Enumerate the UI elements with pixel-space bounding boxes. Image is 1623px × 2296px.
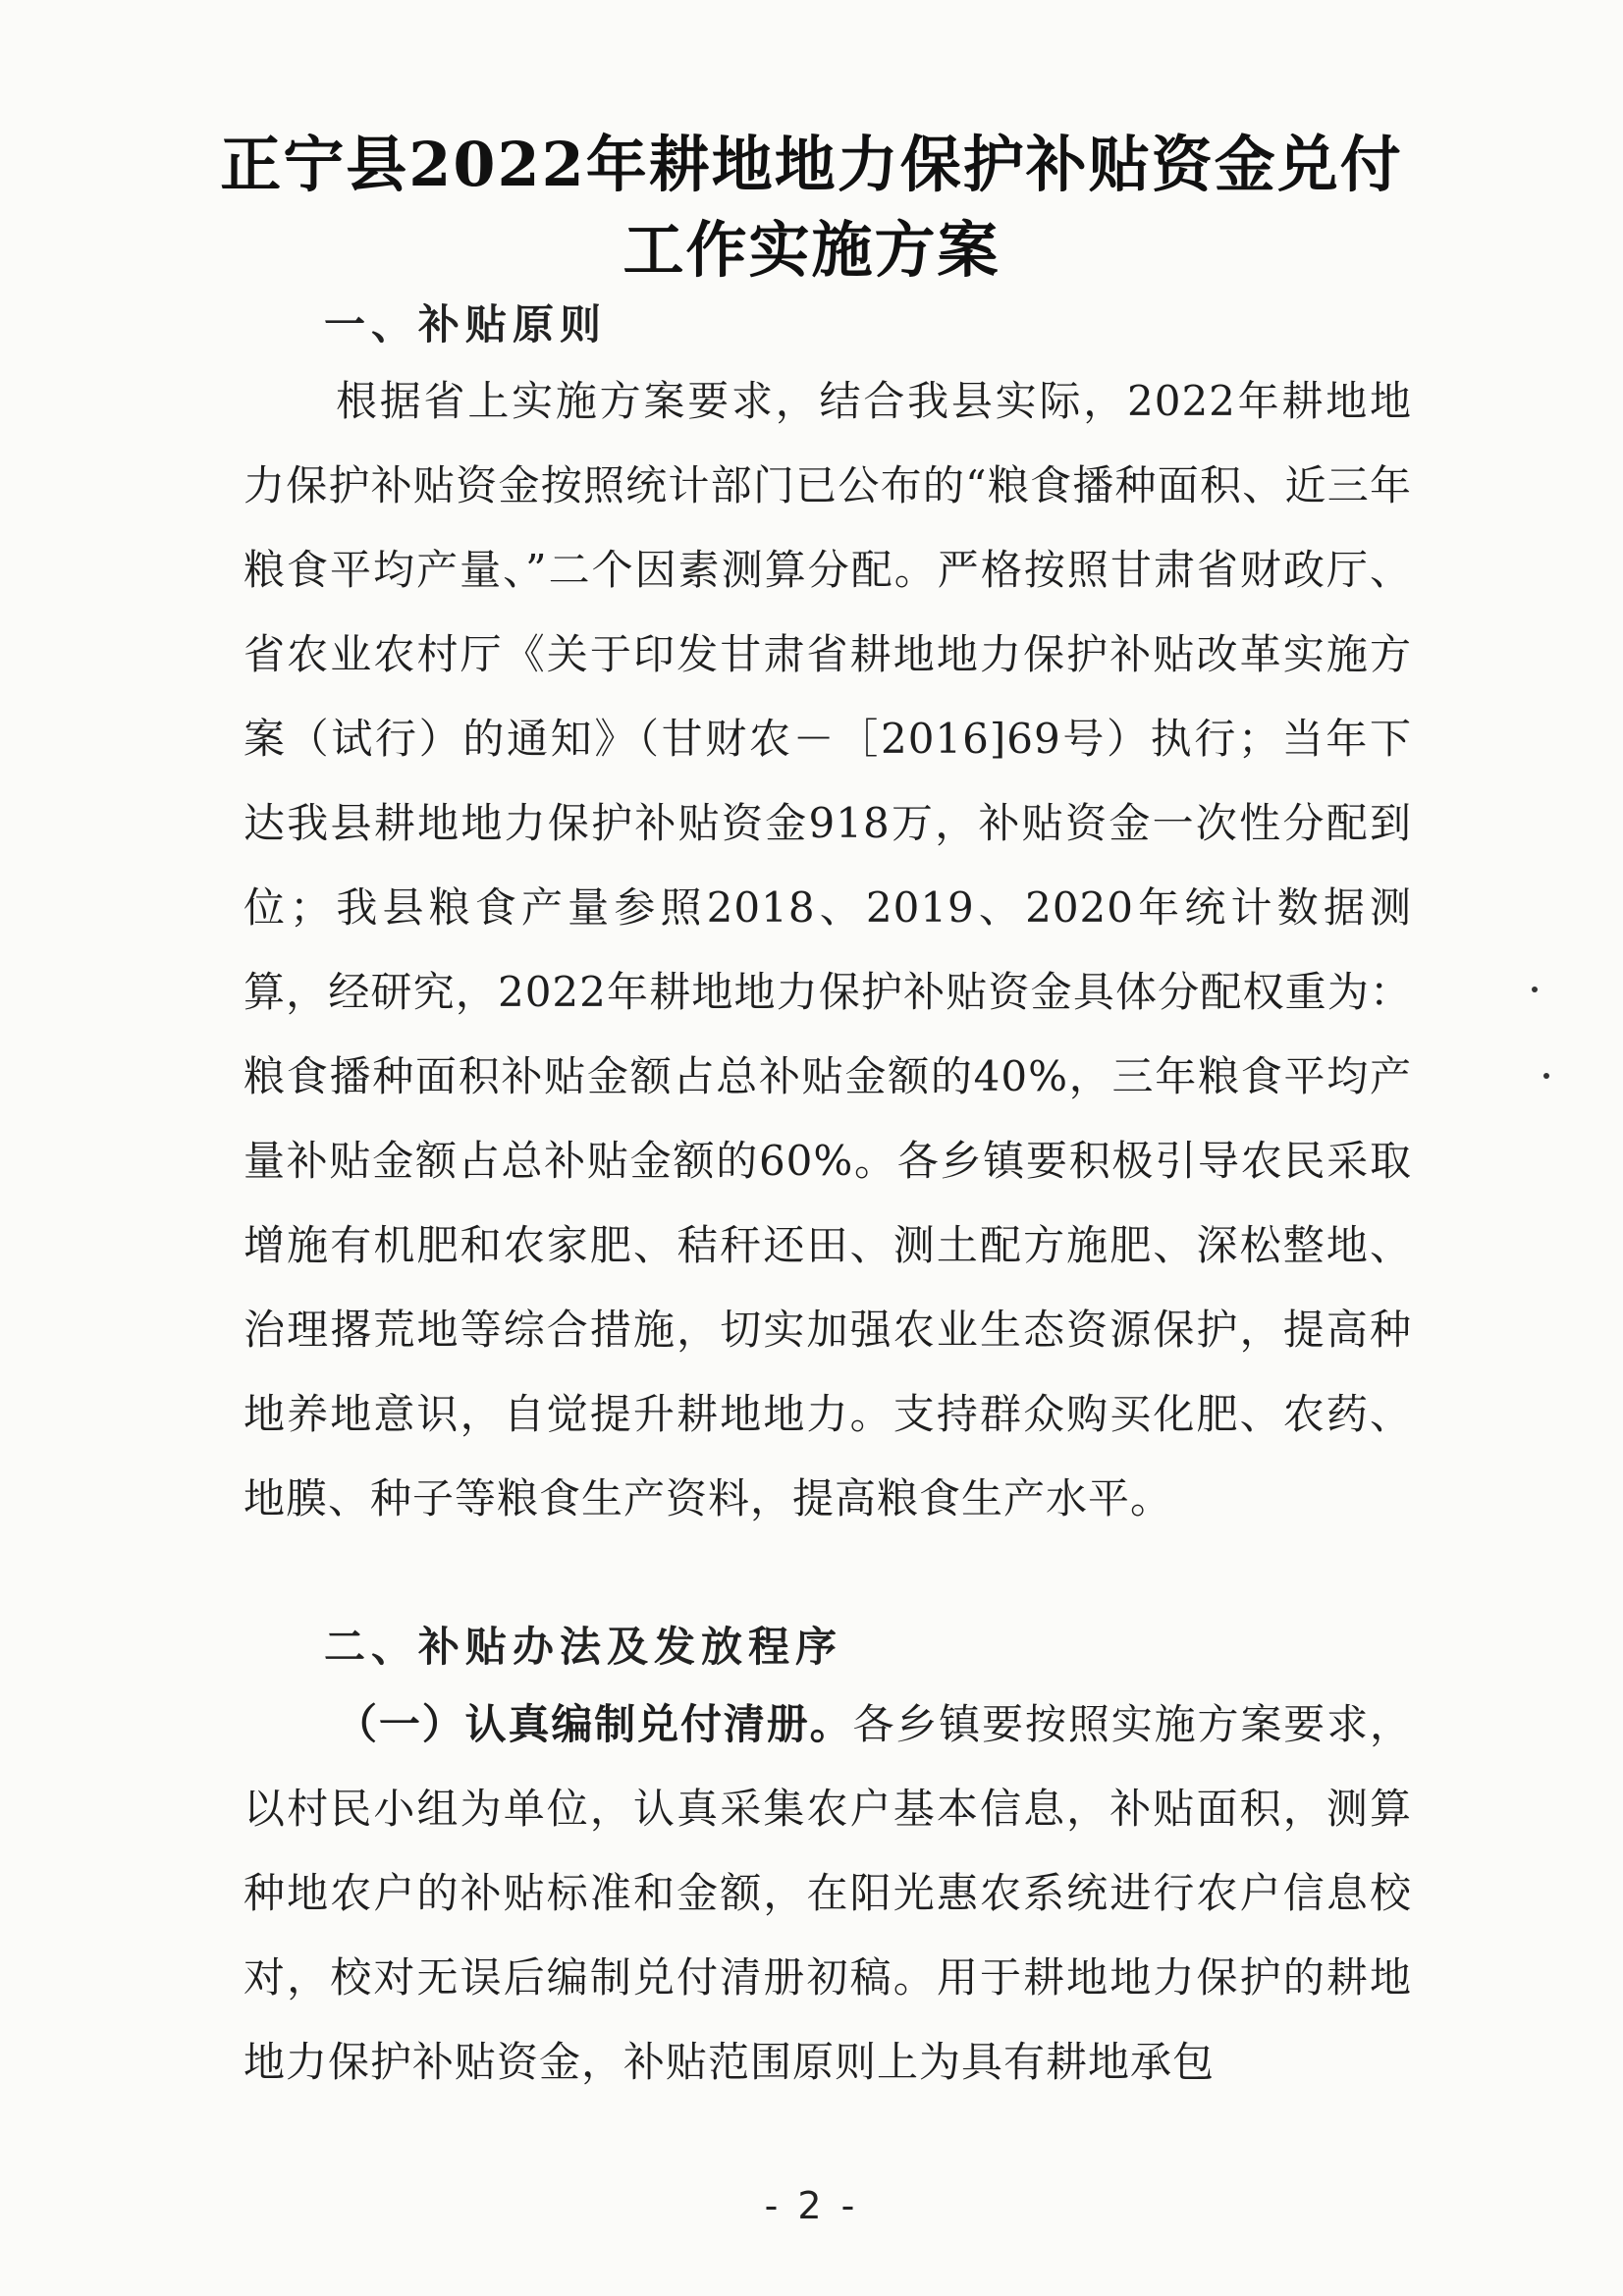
section-1-heading: 一、补贴原则	[324, 300, 608, 348]
subsection-1-lead: （一）认真编制兑付清册。	[336, 1700, 853, 1748]
section-1-paragraph: 根据省上实施方案要求，结合我县实际，2022年耕地地力保护补贴资金按照统计部门已公布的“粮食播种面积、近三年粮食平均产量、”二个因素测算分配。严格按照甘肃省财政厅、省农业农村厅《关于印发甘肃省耕地地力保护补贴改革实施方案（试行）的通知》（甘财农－［2016]69号）执行；当年下达我县耕地地力保护补贴资金918万，补贴资金一次性分配到位；我县粮食产量参照2018、2019、2020年统计数据测算，经研究，2022年耕地地力保护补贴资金具体分配权重为：粮食播种面积补贴金额占总补贴金额的40%，三年粮食平均产量补贴金额占总补贴金额的60%。各乡镇要积极引导农民采取增施有机肥和农家肥、秸秆还田、测土配方施肥、深松整地、治理撂荒地等综合措施，切实加强农业生态资源保护，提高种地养地意识，自觉提升耕地地力。支持群众购买化肥、农药、地膜、种子等粮食生产资料，提高粮食生产水平。	[243, 377, 1412, 1522]
section-2-subsection-1	[243, 1682, 1412, 2105]
subsection-1-text: 各乡镇要按照实施方案要求，以村民小组为单位，认真采集农户基本信息，补贴面积，测算种地农户的补贴标准和金额，在阳光惠农系统进行农户信息校对，校对无误后编制兑付清册初稿。用于耕地地力保护的耕地地力保护补贴资金，补贴范围原则上为具有耕地承包	[243, 1700, 1412, 2086]
scan-speck	[1532, 987, 1538, 992]
document-title-line-1: 正宁县2022年耕地地力保护补贴资金兑付	[220, 129, 1403, 200]
section-2-heading: 二、补贴办法及发放程序	[324, 1623, 843, 1671]
scan-speck	[1543, 1073, 1549, 1079]
document-title-line-2: 工作实施方案	[622, 214, 1001, 286]
page-number: - 2 -	[764, 2184, 859, 2227]
